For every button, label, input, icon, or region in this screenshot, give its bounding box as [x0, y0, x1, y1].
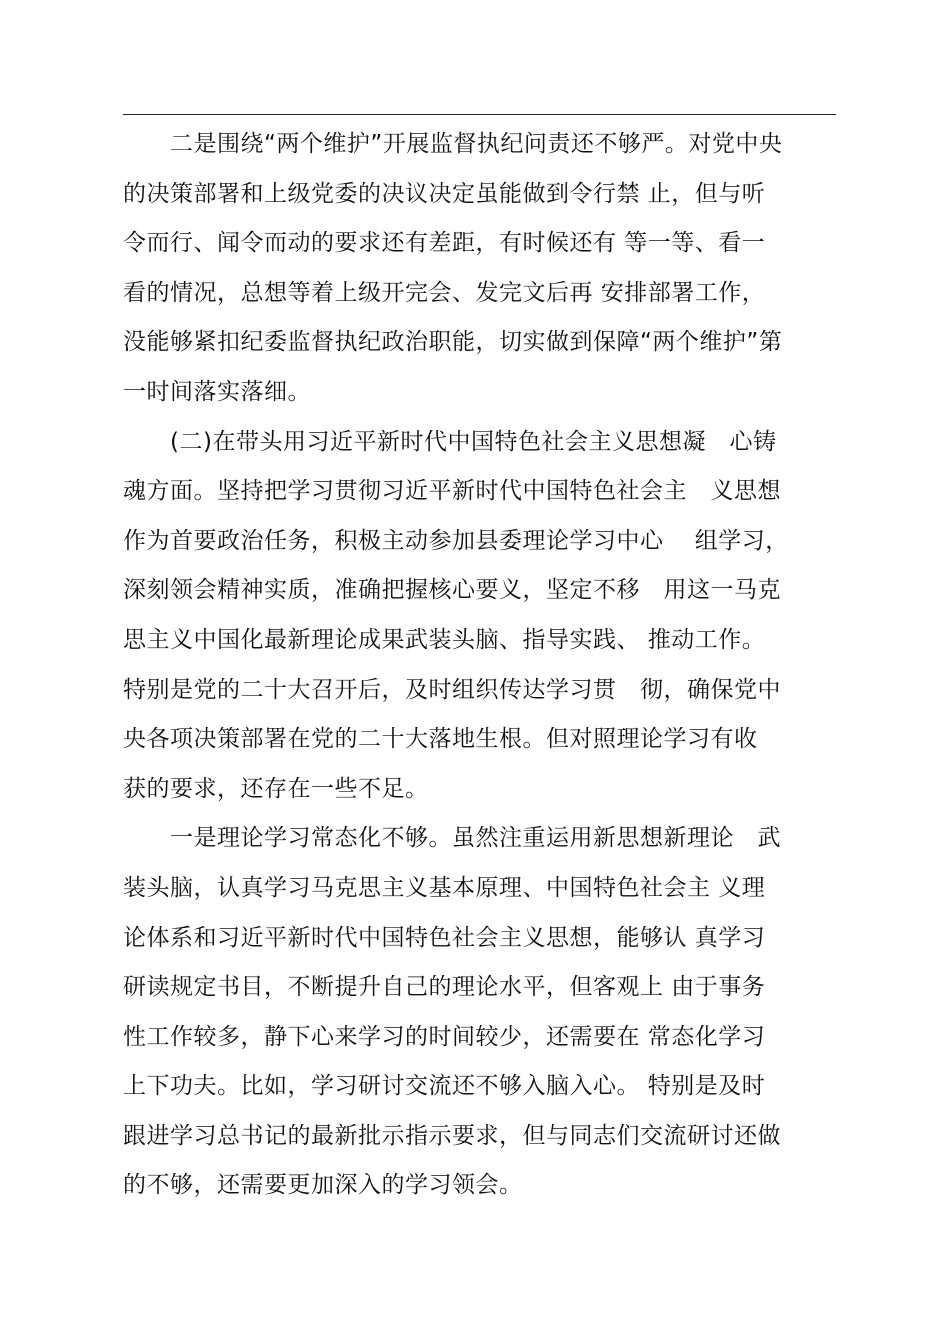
- text-line: 魂方面。坚持把学习贯彻习近平新时代中国特色社会主 义思想: [123, 478, 781, 505]
- text-line: 的不够，还需要更加深入的学习领会。: [123, 1172, 523, 1199]
- text-line: 没能够紧扣纪委监督执纪政治职能，切实做到保障“两个维护”第: [123, 329, 783, 356]
- text-line: 二是围绕“两个维护”开展监督执纪问责还不够严。对党中央: [123, 131, 783, 157]
- body-text: [123, 120, 836, 1211]
- text-line: 央各项决策部署在党的二十大落地生根。但对照理论学习有收: [123, 726, 758, 753]
- text-line: 论体系和习近平新时代中国特色社会主义思想，能够认 真学习: [123, 924, 766, 951]
- text-line: 深刻领会精神实质，准确把握核心要义，坚定不移 用这一马克: [123, 577, 781, 604]
- text-line: 跟进学习总书记的最新批示指示要求，但与同志们交流研讨还做: [123, 1122, 781, 1149]
- text-line: 看的情况，总想等着上级开完会、发完文后再 安排部署工作，: [123, 279, 766, 306]
- text-line: 研读规定书目，不断提升自己的理论水平，但客观上 由于事务: [123, 974, 766, 1001]
- text-line: 获的要求，还存在一些不足。: [123, 775, 429, 802]
- text-line: 上下功夫。比如，学习研讨交流还不够入脑入心。 特别是及时: [123, 1073, 766, 1100]
- header-rule: [123, 114, 836, 115]
- text-line: 装头脑，认真学习马克思主义基本原理、中国特色社会主 义理: [123, 874, 766, 901]
- text-line: 一时间落实落细。: [123, 378, 311, 405]
- text-line: 性工作较多，静下心来学习的时间较少，还需要在 常态化学习: [123, 1023, 766, 1050]
- paragraph-1: [123, 120, 836, 418]
- paragraph-3: [123, 814, 836, 1211]
- text-line: 思主义中国化最新理论成果武装头脑、指导实践、 推动工作。: [123, 626, 766, 653]
- text-line: 一是理论学习常态化不够。虽然注重运用新思想新理论 武: [123, 825, 781, 852]
- paragraph-2: [123, 418, 836, 815]
- text-line: (二)在带头用习近平新时代中国特色社会主义思想凝 心铸: [123, 428, 777, 455]
- text-line: 作为首要政治任务，积极主动参加县委理论学习中心 组学习，: [123, 527, 789, 554]
- text-line: 的决策部署和上级党委的决议决定虽能做到令行禁 止，但与听: [123, 180, 766, 207]
- text-line: 令而行、闻令而动的要求还有差距，有时候还有 等一等、看一: [123, 230, 766, 257]
- text-line: 特别是党的二十大召开后，及时组织传达学习贯 彻，确保党中: [123, 676, 781, 703]
